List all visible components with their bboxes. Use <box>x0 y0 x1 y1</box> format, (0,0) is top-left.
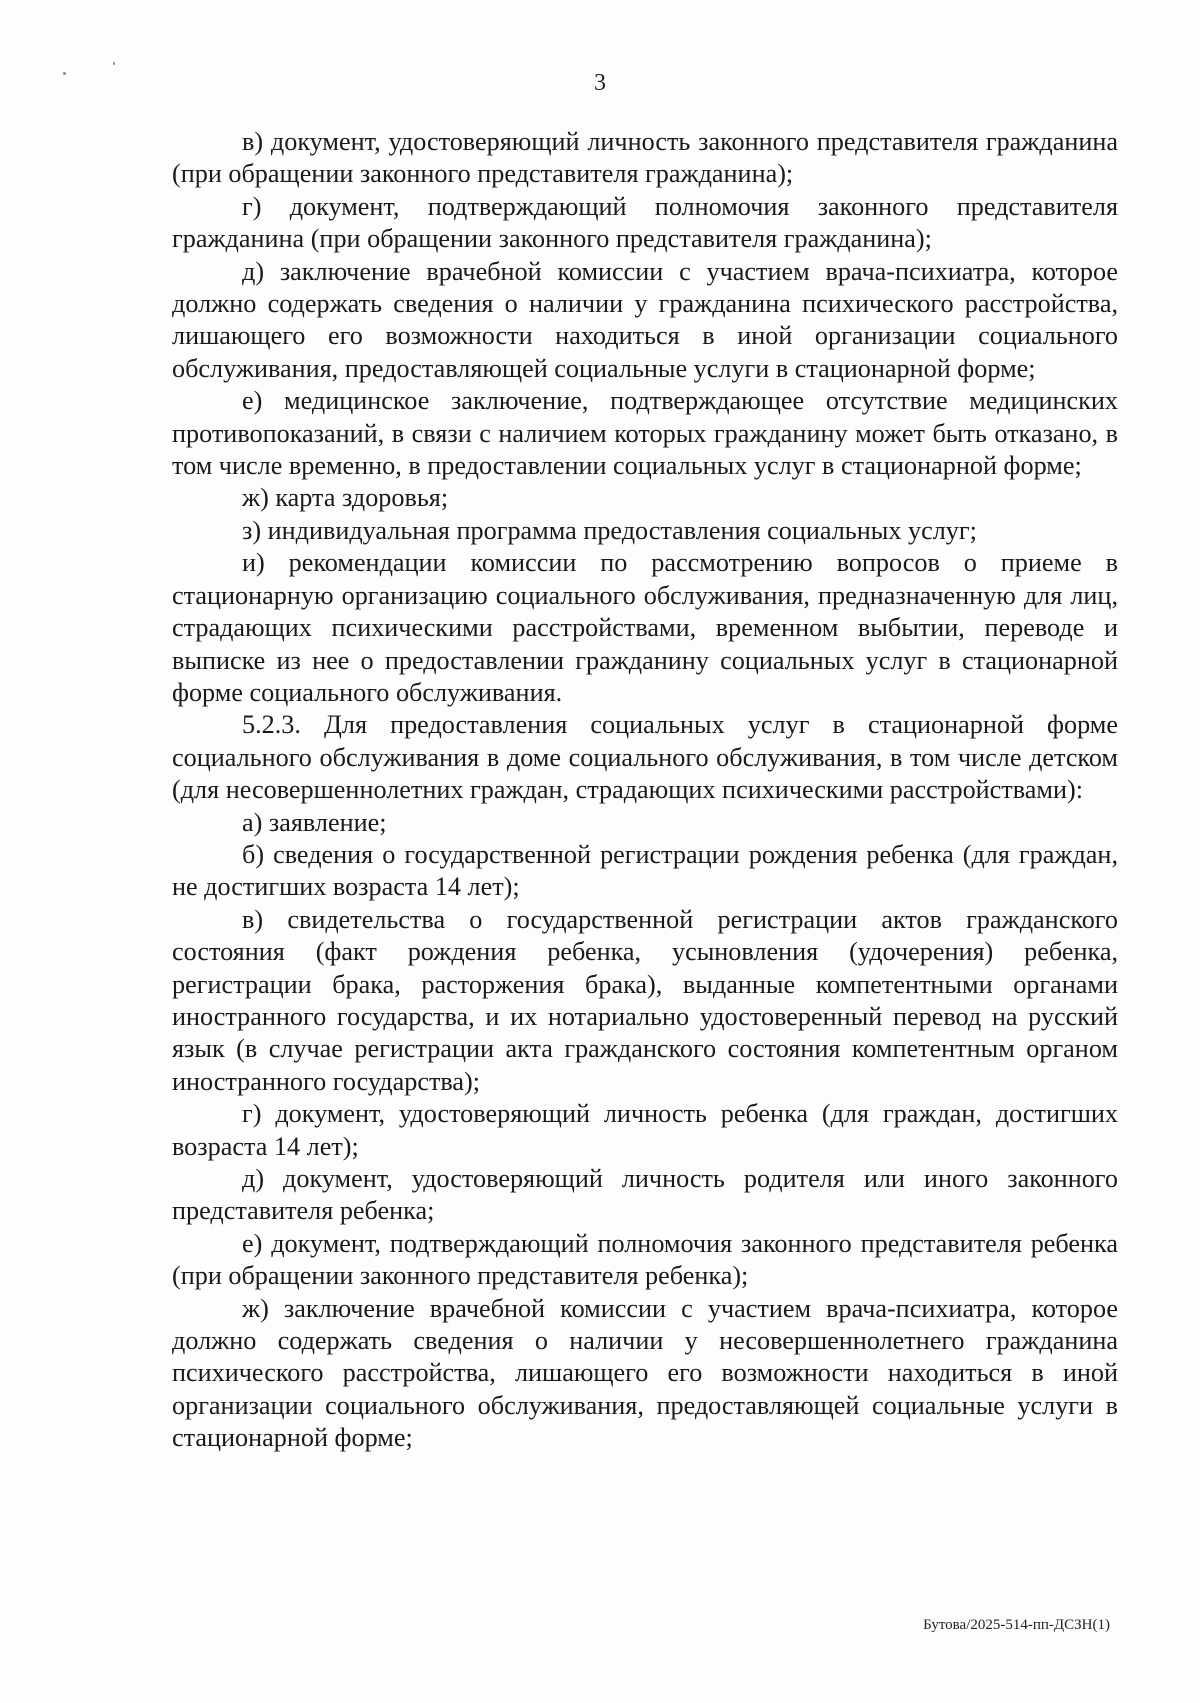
list-item-i: и) рекомендации комиссии по рассмотрению вопросов о приеме в стационарную организацию социального обслуживания, предназначенную для лиц, страдающих психическими расстройствами, временном выбытии, переводе и выписке из нее о предоставлении гражданину социальных услуг в стационарной форме социального обслуживания. <box>172 548 1118 707</box>
list-item-a: а) заявление; <box>242 807 387 837</box>
list-item-zh: ж) карта здоровья; <box>242 483 449 513</box>
list-item-v: в) документ, удостоверяющий личность законного представителя гражданина (при обращении законного представителя гражданина); <box>172 127 1118 189</box>
list-item-z: з) индивидуальная программа предоставления социальных услуг; <box>242 515 977 545</box>
list-item-e2: е) документ, подтверждающий полномочия законного представителя ребенка (при обращении законного представителя ребенка); <box>172 1228 1118 1291</box>
section-5-2-3: 5.2.3. Для предоставления социальных услуг в стационарной форме социального обслуживания в доме социального обслуживания, в том числе детском (для несовершеннолетних граждан, страдающих психическими расстройствами): <box>172 710 1118 805</box>
footer-reference: Бутова/2025-514-пп-ДСЗН(1) <box>923 1617 1110 1633</box>
list-item-zh2: ж) заключение врачебной комиссии с участием врача-психиатра, которое должно содержать сведения о наличии у несовершеннолетнего гражданина психического расстройства, лишающего его возможности находиться в иной организации социального обслуживания, предоставляющей социальные услуги в стационарной форме; <box>172 1293 1118 1453</box>
list-item-b: б) сведения о государственной регистрации рождения ребенка (для граждан, не достигших возраста 14 лет); <box>172 839 1118 902</box>
list-item-e: е) медицинское заключение, подтверждающее отсутствие медицинских противопоказаний, в связи с наличием которых гражданину может быть отказано, в том числе временно, в предоставлении социальных услуг в стационарной форме; <box>172 386 1118 481</box>
page-number: 3 <box>594 70 606 96</box>
list-item-g2: г) документ, удостоверяющий личность ребенка (для граждан, достигших возраста 14 лет); <box>172 1099 1118 1161</box>
document-body <box>172 126 1118 1455</box>
list-item-d2: д) документ, удостоверяющий личность родителя или иного законного представителя ребенка; <box>172 1164 1118 1226</box>
list-item-d: д) заключение врачебной комиссии с участием врача-психиатра, которое должно содержать сведения о наличии у гражданина психического расстройства, лишающего его возможности находиться в иной организации социального обслуживания, предоставляющей социальные услуги в стационарной форме; <box>172 256 1118 383</box>
list-item-v2: в) свидетельства о государственной регистрации актов гражданского состояния (факт рождения ребенка, усыновления (удочерения) ребенка, регистрации брака, расторжения брака), выданные компетентными органами иностранного государства, и их нотариально удостоверенный перевод на русский язык (в случае регистрации акта гражданского состояния компетентным органом иностранного государства); <box>172 904 1118 1096</box>
scan-speck <box>113 62 115 65</box>
list-item-g: г) документ, подтверждающий полномочия законного представителя гражданина (при обращении законного представителя гражданина); <box>172 191 1118 254</box>
